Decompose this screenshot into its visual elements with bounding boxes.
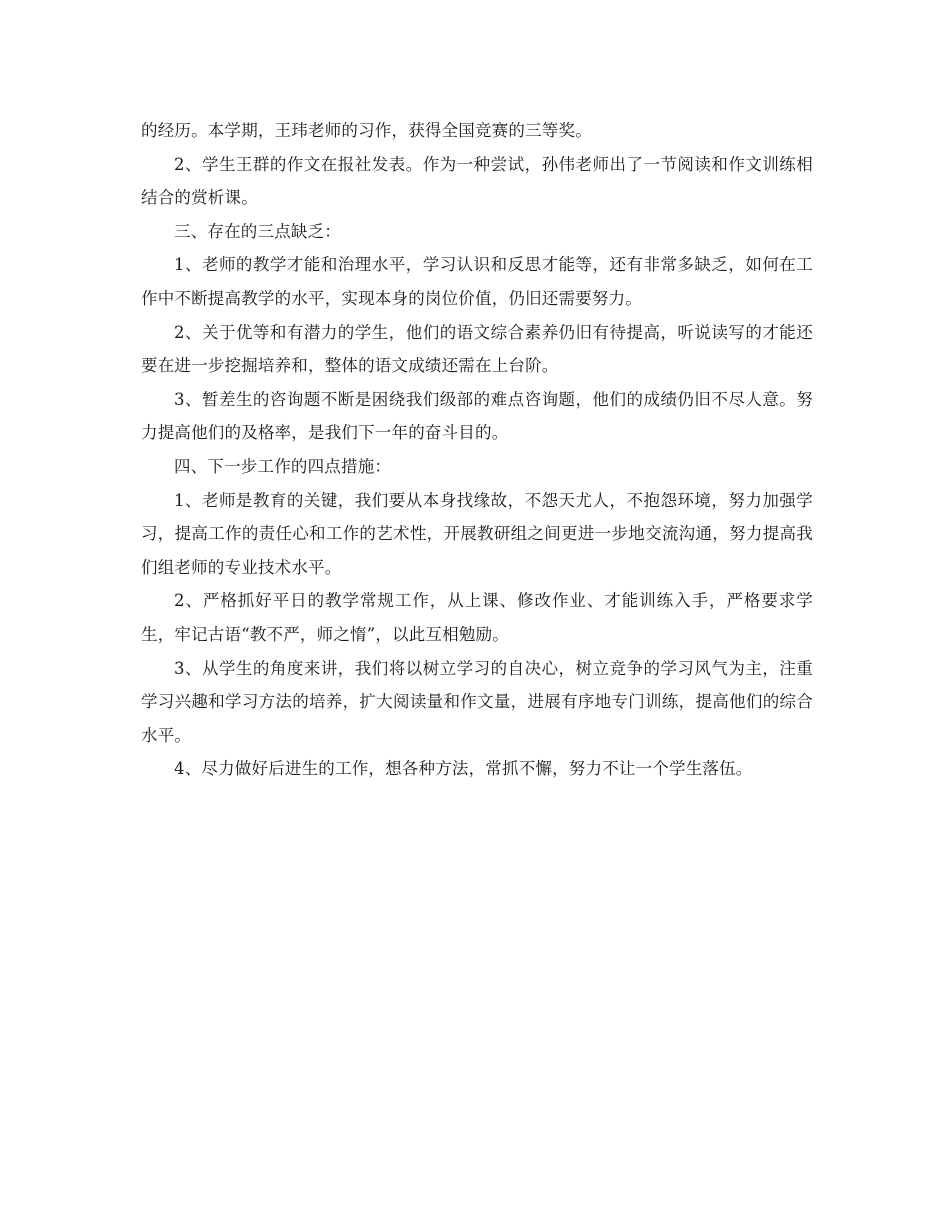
paragraph-achievement-2: 2、学生王群的作文在报社发表。作为一种尝试，孙伟老师出了一节阅读和作文训练相结合的赏析课。 <box>141 154 813 208</box>
paragraph-measure-3: 3、从学生的角度来讲，我们将以树立学习的自决心，树立竞争的学习风气为主，注重学习兴趣和学习方法的培养，扩大阅读量和作文量，进展有序地专门训练，提高他们的综合水平。 <box>141 658 813 745</box>
paragraph-shortcoming-2: 2、关于优等和有潜力的学生，他们的语文综合素养仍旧有待提高，听说读写的才能还要在进一步挖掘培养和，整体的语文成绩还需在上台阶。 <box>141 322 813 376</box>
paragraph-measure-4: 4、尽力做好后进生的工作，想各种方法，常抓不懈，努力不让一个学生落伍。 <box>174 759 753 779</box>
paragraph-shortcoming-1: 1、老师的教学才能和治理水平，学习认识和反思才能等，还有非常多缺乏，如何在工作中不断提高教学的水平，实现本身的岗位价值，仍旧还需要努力。 <box>141 255 813 308</box>
paragraph-measure-1: 1、老师是教育的关键，我们要从本身找缘故，不怨天尤人，不抱怨环境，努力加强学习，提高工作的责任心和工作的艺术性，开展教研组之间更进一步地交流沟通，努力提高我们组老师的专业技术水平。 <box>141 490 813 577</box>
paragraph-shortcoming-3: 3、暂差生的咨询题不断是困绕我们级部的难点咨询题，他们的成绩仍旧不尽人意。努力提高他们的及格率，是我们下一年的奋斗目的。 <box>141 389 813 443</box>
paragraph-measure-2: 2、严格抓好平日的教学常规工作，从上课、修改作业、才能训练入手，严格要求学生，牢记古语“教不严，师之惰”，以此互相勉励。 <box>141 591 813 644</box>
document-body <box>141 114 813 786</box>
section-heading-shortcomings: 三、存在的三点缺乏： <box>174 221 341 241</box>
paragraph-continuation: 的经历。本学期，王玮老师的习作，获得全国竞赛的三等奖。 <box>141 121 592 140</box>
section-heading-measures: 四、下一步工作的四点措施： <box>174 456 392 476</box>
